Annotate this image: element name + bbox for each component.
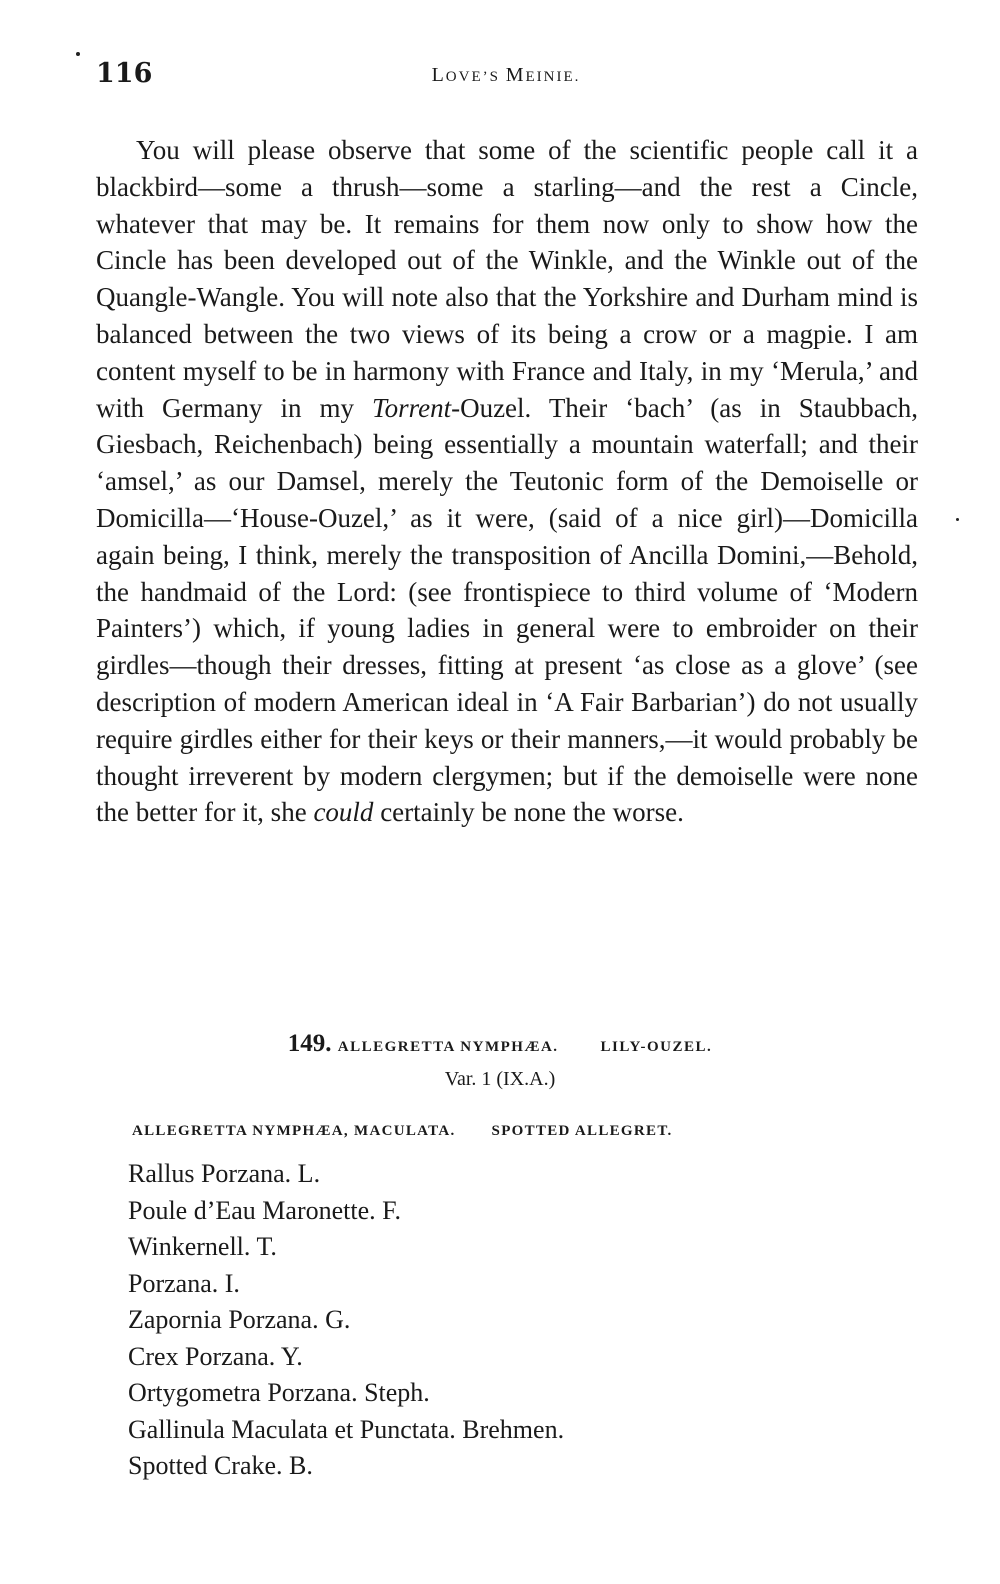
italic-could: could <box>313 797 374 828</box>
variety-english-name: SPOTTED ALLEGRET. <box>491 1123 673 1139</box>
section-heading <box>0 1030 1000 1058</box>
print-speck <box>956 518 959 521</box>
paragraph-part-2: -Ouzel. Their ‘bach’ (as in Staubbach, Giesbach, Reichenbach) being essentially a mountain waterfall; and their ‘amsel,’ as our Damsel, merely the Teutonic form of the Demoiselle or Domicilla—‘House-Ouzel,’ as it were, (said of a nice girl)—Domicilla again being, I think, merely the transposition of Ancilla Domini,—Behold, the handmaid of the Lord: (see frontispiece to third volume of ‘Modern Painters’) which, if young ladies in general were to embroider on their girdles—though their dresses, fitting at present ‘as close as a glove’ (see description of modern American ideal in ‘A Fair Barbarian’) do not usually require girdles either for their keys or their manners,—it would probably be thought irreverent by modern clergymen; but if the demoiselle were none the better for it, she <box>96 392 918 828</box>
page-number: 116 <box>96 58 153 89</box>
paragraph-text <box>96 132 918 831</box>
section-english-name: LILY-OUZEL. <box>600 1039 713 1055</box>
synonym-item: Ortygometra Porzana. Steph. <box>128 1378 430 1407</box>
running-head <box>96 64 916 87</box>
synonym-item: Spotted Crake. B. <box>128 1451 313 1480</box>
synonym-item: Rallus Porzana. L. <box>128 1159 321 1188</box>
variety-label: Var. 1 (IX.A.) <box>444 1068 556 1090</box>
running-head-part-s: ’S <box>482 69 500 85</box>
synonym-item: Porzana. I. <box>128 1268 240 1298</box>
variety-heading <box>132 1123 912 1140</box>
synonym-item: Crex Porzana. Y. <box>128 1341 303 1371</box>
body-paragraph <box>96 132 918 831</box>
running-head-part-ove: OVE <box>445 69 483 85</box>
synonym-list <box>128 1156 908 1485</box>
section-latin-name: ALLEGRETTA NYMPHÆA. <box>337 1039 559 1055</box>
synonym-item: Poule d’Eau Maronette. F. <box>128 1195 402 1225</box>
running-head-initial-m: M <box>505 64 526 86</box>
synonym-item: Zapornia Porzana. G. <box>128 1305 351 1334</box>
synonym-item: Winkernell. T. <box>128 1232 277 1261</box>
print-speck <box>76 52 80 56</box>
paragraph-part-1: You will please observe that some of the scientific people call it a blackbird—some a thrush—some a starling—and the rest a Cincle, whatever that may be. It remains for them now only to show how the Cincle has been developed out of the Winkle, and the Winkle out of the Quangle-Wangle. You will note also that the Yorkshire and Durham mind is balanced between the two views of its being a crow or a magpie. I am content myself to be in harmony with France and Italy, in my ‘Merula,’ and with Germany in my <box>96 135 918 423</box>
synonym-item: Gallinula Maculata et Punctata. Brehmen. <box>128 1414 565 1444</box>
italic-torrent: Torrent <box>372 392 452 423</box>
variety-latin-name: ALLEGRETTA NYMPHÆA, MACULATA. <box>132 1123 456 1139</box>
section-number: 149. <box>287 1030 332 1057</box>
paragraph-part-3: certainly be none the worse. <box>373 797 684 828</box>
running-head-part-einie: EINIE. <box>525 69 581 85</box>
running-head-initial-l: L <box>431 64 446 86</box>
page-header <box>96 58 916 98</box>
